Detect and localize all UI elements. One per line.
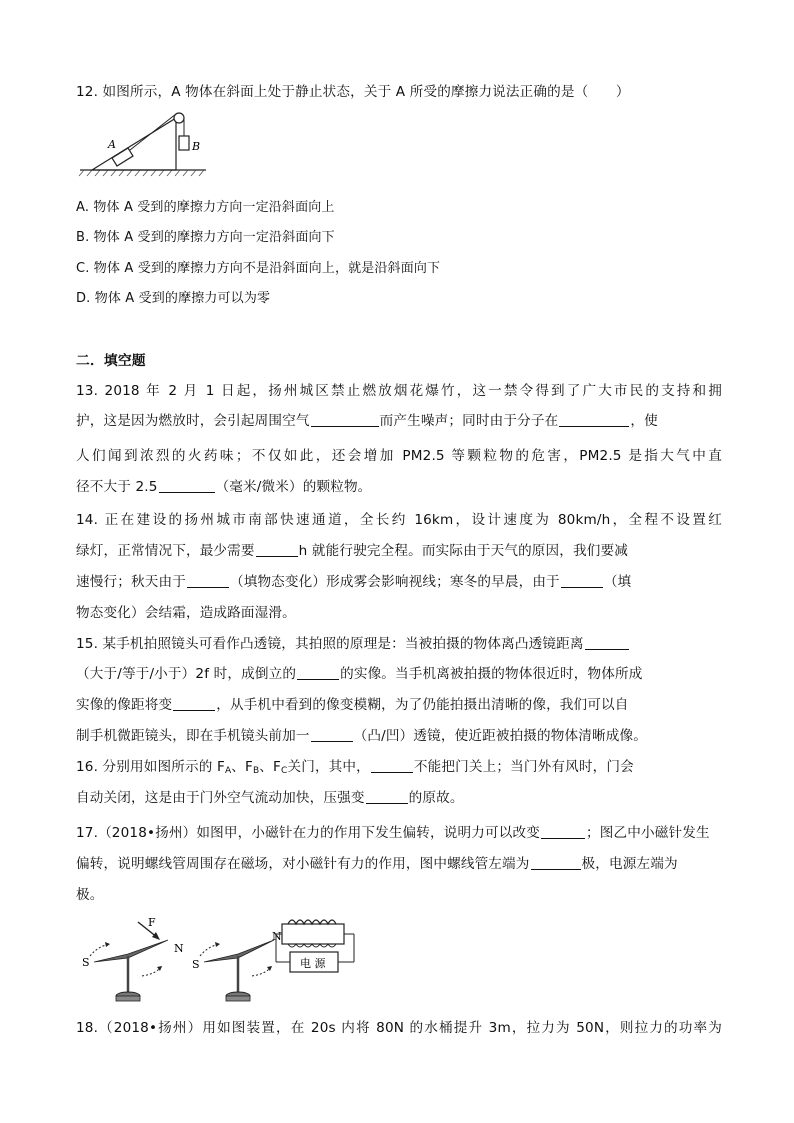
blank xyxy=(371,758,413,773)
q18-line-1: 18.（2018•扬州）用如图装置，在 20s 内将 80N 的水桶提升 3m，拉力为 50N，则拉力的功率为 xyxy=(76,1020,722,1036)
s-label-1: S xyxy=(82,956,90,969)
blank xyxy=(297,665,339,680)
q13-text: （毫米/微米）的颗粒物。 xyxy=(215,479,372,495)
f-label: F xyxy=(148,916,156,929)
q16-text: 16. 分别用如图所示的 F xyxy=(76,759,225,775)
blank xyxy=(366,789,408,804)
q15-text: 的实像。当手机离被拍摄的物体很近时，物体所成 xyxy=(340,666,643,682)
blank xyxy=(541,824,585,839)
q15-text: 15. 某手机拍照镜头可看作凸透镜，其拍照的原理是：当被拍摄的物体离凸透镜距离 xyxy=(76,636,584,652)
subscript: A xyxy=(224,766,232,776)
q14-text: h 就能行驶完全程。而实际由于天气的原因，我们要减 xyxy=(298,543,629,559)
q16-line-2 xyxy=(76,788,722,808)
q15-line-1 xyxy=(76,634,722,654)
q15-text: 制手机微距镜头，即在手机镜头前加一 xyxy=(76,728,310,744)
q17-text: ；图乙中小磁针发生 xyxy=(586,825,710,841)
blank xyxy=(559,412,629,427)
q14-text: （填 xyxy=(603,574,632,590)
compass-1 xyxy=(82,916,184,1001)
n-label-2: N xyxy=(272,930,282,943)
q14-line-4: 物态变化）会结霜，造成路面湿滑。 xyxy=(76,605,296,621)
blank xyxy=(531,855,581,870)
q13-line-1: 13. 2018 年 2 月 1 日起，扬州城区禁止燃放烟花爆竹，这一禁令得到了广大市民的支持和拥 xyxy=(76,383,722,399)
q14-line-1: 14. 正在建设的扬州城市南部快速通道，全长约 16km，设计速度为 80km/h，全程不设置红 xyxy=(76,512,722,528)
q15-line-2 xyxy=(76,664,722,684)
q15-line-3 xyxy=(76,695,722,715)
power-label: 电 源 xyxy=(300,957,326,970)
section-heading: 二．填空题 xyxy=(76,353,146,369)
q13-line-3: 人们闻到浓烈的火药味；不仅如此，还会增加 PM2.5 等颗粒物的危害，PM2.5 是指大气中直 xyxy=(76,448,722,464)
q16-text: 、F xyxy=(231,759,253,775)
blank xyxy=(256,542,298,557)
blank xyxy=(311,727,353,742)
blank xyxy=(187,573,229,588)
blank xyxy=(159,478,215,493)
subscript: B xyxy=(252,766,260,776)
q13-line-2 xyxy=(76,411,722,431)
q14-text: （填物态变化）形成雾会影响视线；寒冬的早晨，由于 xyxy=(229,574,560,590)
q17-text: 极，电源左端为 xyxy=(581,856,678,872)
compass-2 xyxy=(192,930,282,1001)
q17-line-3: 极。 xyxy=(76,887,104,903)
blank xyxy=(173,696,215,711)
q15-text: 实像的像距将变 xyxy=(76,697,173,713)
q15-text: ，从手机中看到的像变模糊，为了仍能拍摄出清晰的像，我们可以自 xyxy=(216,697,629,713)
incline-pulley-figure xyxy=(78,108,208,180)
q13-text: 径不大于 2.5 xyxy=(76,479,158,495)
q14-text: 绿灯，正常情况下，最少需要 xyxy=(76,543,255,559)
q16-text: 关门，其中， xyxy=(287,759,370,775)
q12-option-b: B. 物体 A 受到的摩擦力方向一定沿斜面向下 xyxy=(76,230,335,245)
q15-text: （大于/等于/小于）2f 时，成倒立的 xyxy=(76,666,297,682)
q15-line-4 xyxy=(76,726,722,746)
q12-option-a: A. 物体 A 受到的摩擦力方向一定沿斜面向上 xyxy=(76,200,335,215)
q15-text: （凸/凹）透镜，使近距被拍摄的物体清晰成像。 xyxy=(353,728,648,744)
q17-text: 偏转，说明螺线管周围存在磁场，对小磁针有力的作用，图中螺线管左端为 xyxy=(76,856,530,872)
q16-text: 的原故。 xyxy=(408,790,464,806)
q16-text: 自动关闭，这是由于门外空气流动加快，压强变 xyxy=(76,790,365,806)
blank xyxy=(561,573,603,588)
q12-stem: 12. 如图所示，A 物体在斜面上处于静止状态，关于 A 所受的摩擦力说法正确的是（ ） xyxy=(76,84,630,100)
q13-text: 而产生噪声；同时由于分子在 xyxy=(379,413,559,429)
q16-line-1 xyxy=(76,757,722,777)
solenoid xyxy=(276,920,354,972)
q17-line-1 xyxy=(76,823,722,843)
label-b: B xyxy=(192,140,201,153)
q12-option-d: D. 物体 A 受到的摩擦力可以为零 xyxy=(76,291,271,306)
q13-text: 护，这是因为燃放时，会引起周围空气 xyxy=(76,413,310,429)
q14-line-3 xyxy=(76,572,722,592)
q13-text: ，使 xyxy=(630,413,658,429)
q17-text: 17.（2018•扬州）如图甲，小磁针在力的作用下发生偏转，说明力可以改变 xyxy=(76,825,540,841)
subscript: C xyxy=(281,766,288,776)
n-label-1: N xyxy=(174,942,184,955)
q17-line-2 xyxy=(76,854,722,874)
s-label-2: S xyxy=(192,958,200,971)
blank xyxy=(311,412,379,427)
blank xyxy=(585,635,629,650)
q14-line-2 xyxy=(76,541,722,561)
q16-text: 、F xyxy=(259,759,282,775)
compass-solenoid-figure xyxy=(76,910,376,1010)
q16-text: 不能把门关上；当门外有风时，门会 xyxy=(413,759,634,775)
label-a: A xyxy=(108,138,116,151)
q14-text: 速慢行；秋天由于 xyxy=(76,574,186,590)
q13-line-4 xyxy=(76,477,722,497)
q12-option-c: C. 物体 A 受到的摩擦力方向不是沿斜面向上，就是沿斜面向下 xyxy=(76,261,441,276)
